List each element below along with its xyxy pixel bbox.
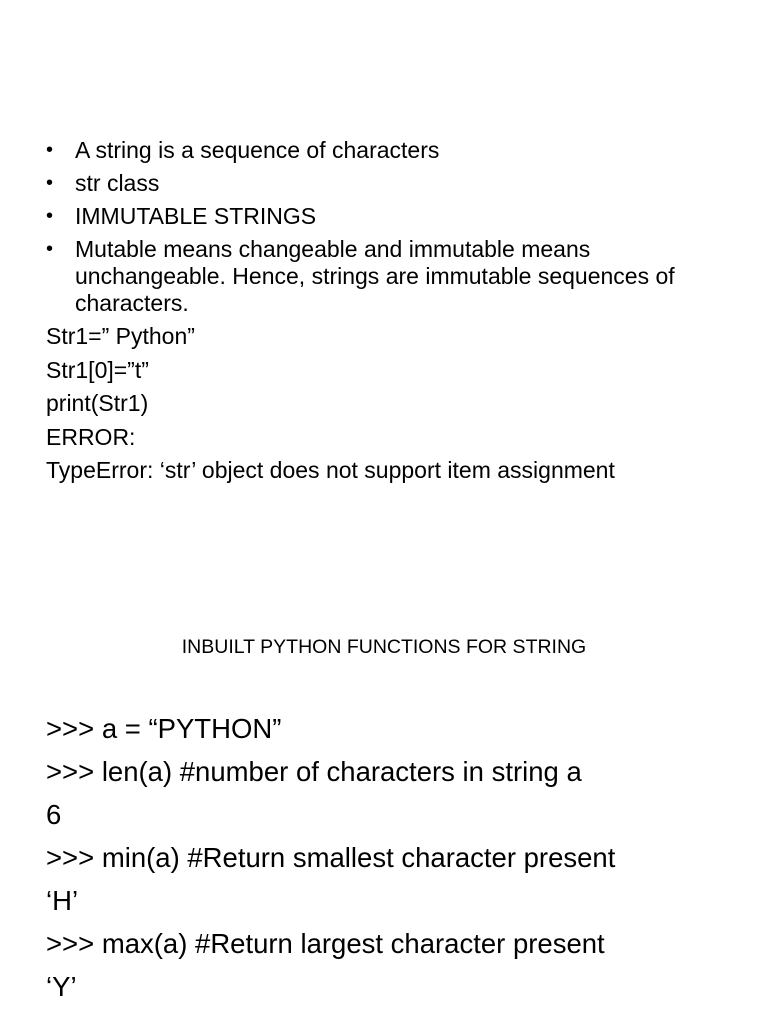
- bullet-dot: •: [46, 238, 54, 260]
- error-message: TypeError: ‘str’ object does not support item assignment: [46, 457, 615, 483]
- repl-line: >>> a = “PYTHON”: [46, 713, 282, 744]
- code-line: print(Str1): [46, 390, 149, 416]
- code-example: [46, 323, 736, 484]
- repl-line: >>> min(a) #Return smallest character present: [46, 842, 616, 873]
- repl-output: 6: [46, 799, 62, 830]
- section-heading: INBUILT PYTHON FUNCTIONS FOR STRING: [181, 636, 587, 658]
- string-notes-section: [46, 137, 736, 491]
- bullet-dot: •: [46, 139, 54, 161]
- bullet-item: [46, 236, 736, 317]
- bullet-text: IMMUTABLE STRINGS: [75, 203, 317, 229]
- bullet-dot: •: [46, 205, 54, 227]
- bullet-text: A string is a sequence of characters: [75, 137, 440, 163]
- bullet-item: [46, 170, 736, 197]
- repl-output: ‘Y’: [46, 971, 77, 1002]
- bullet-text: Mutable means changeable and immutable means unchangeable. Hence, strings are immutable sequences of characters.: [75, 236, 675, 316]
- repl-example-section: [46, 713, 746, 1014]
- bullet-item: [46, 137, 736, 164]
- code-line: Str1=” Python”: [46, 323, 195, 349]
- bullet-dot: •: [46, 172, 54, 194]
- bullet-list: [46, 137, 736, 317]
- bullet-text: str class: [75, 170, 160, 196]
- bullet-item: [46, 203, 736, 230]
- repl-line: >>> max(a) #Return largest character present: [46, 928, 605, 959]
- code-line: Str1[0]=”t”: [46, 356, 149, 383]
- repl-line: >>> len(a) #number of characters in string a: [46, 756, 582, 787]
- error-label: ERROR:: [46, 423, 136, 450]
- repl-output: ‘H’: [46, 885, 79, 916]
